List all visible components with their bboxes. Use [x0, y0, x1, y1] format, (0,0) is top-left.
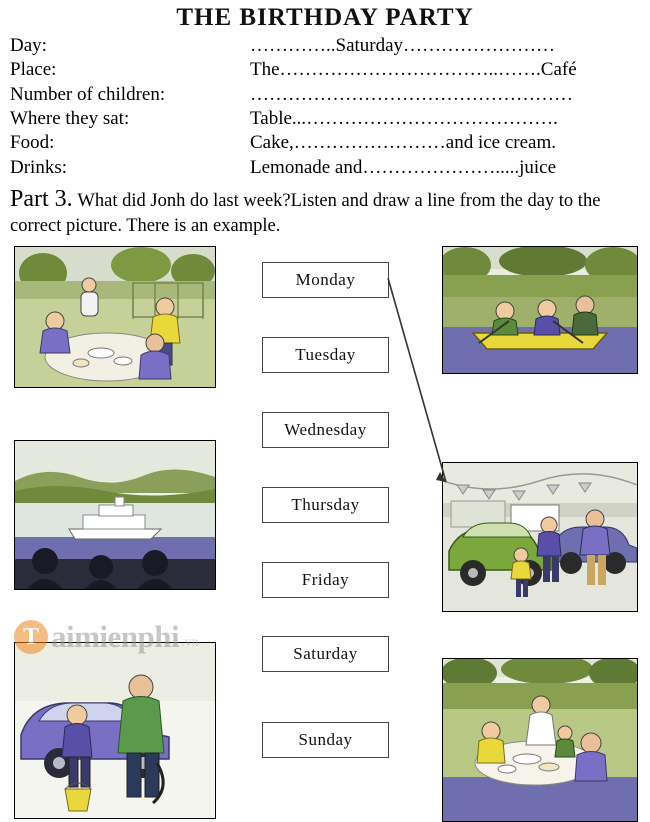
daybox-tuesday[interactable]: Tuesday — [262, 337, 389, 373]
ferry-boat-illustration — [15, 441, 215, 589]
rowing-boat-illustration — [443, 247, 637, 373]
picture-picnic-river[interactable] — [442, 658, 638, 822]
form-row — [10, 83, 640, 107]
daybox-wednesday[interactable]: Wednesday — [262, 412, 389, 448]
washing-car-illustration — [15, 643, 215, 818]
picnic-river-illustration — [443, 659, 637, 821]
part3-label: Part 3. — [10, 185, 73, 212]
form-row — [10, 34, 640, 58]
form-value-drinks: Lemonade and………………….....juice — [250, 156, 557, 178]
part3-text: What did Jonh do last week?Listen and draw a line from the day to the correct picture. There is an example. — [10, 190, 601, 236]
picture-rowing-boat[interactable] — [442, 246, 638, 374]
picnic-family-illustration — [15, 247, 215, 387]
picture-ferry-boat[interactable] — [14, 440, 216, 590]
form-label-day: Day: — [10, 35, 47, 56]
page-title: THE BIRTHDAY PARTY — [176, 4, 474, 31]
part3-instructions — [0, 180, 650, 238]
watermark-brand: aimienphi — [51, 619, 180, 654]
form-label-where-they-sat: Where they sat: — [10, 107, 130, 129]
worksheet-page — [0, 4, 650, 814]
daybox-thursday[interactable]: Thursday — [262, 487, 389, 523]
watermark-domain: .vn — [181, 635, 199, 650]
form-label-place: Place: — [10, 59, 57, 81]
picture-picnic-family[interactable] — [14, 246, 216, 388]
form-value-number-of-children: …………………………………………… — [250, 83, 573, 105]
daybox-sunday[interactable]: Sunday — [262, 722, 389, 758]
form-label-food: Food: — [10, 132, 55, 154]
form-label-number-of-children: Number of children: — [10, 83, 166, 105]
form-row — [10, 131, 640, 155]
form-value-food: Cake,……………………and ice cream. — [250, 132, 557, 154]
form-row — [10, 156, 640, 180]
daybox-friday[interactable]: Friday — [262, 562, 389, 598]
picture-car-park[interactable] — [442, 462, 638, 612]
form-row — [10, 107, 640, 131]
form-value-where-they-sat: Table...…………………………………. — [250, 107, 558, 129]
form-value-day: …………..Saturday…………………… — [250, 35, 556, 56]
form-row — [10, 58, 640, 82]
watermark-logo-icon: T — [14, 620, 48, 654]
daybox-monday[interactable]: Monday — [262, 262, 389, 298]
daybox-saturday[interactable]: Saturday — [262, 636, 389, 672]
car-park-illustration — [443, 463, 637, 611]
picture-washing-car[interactable] — [14, 642, 216, 819]
birthday-party-form — [0, 34, 650, 180]
form-label-drinks: Drinks: — [10, 156, 67, 178]
form-value-place: The……………………………..…….Café — [250, 59, 577, 81]
picture-matching-area — [0, 244, 650, 819]
